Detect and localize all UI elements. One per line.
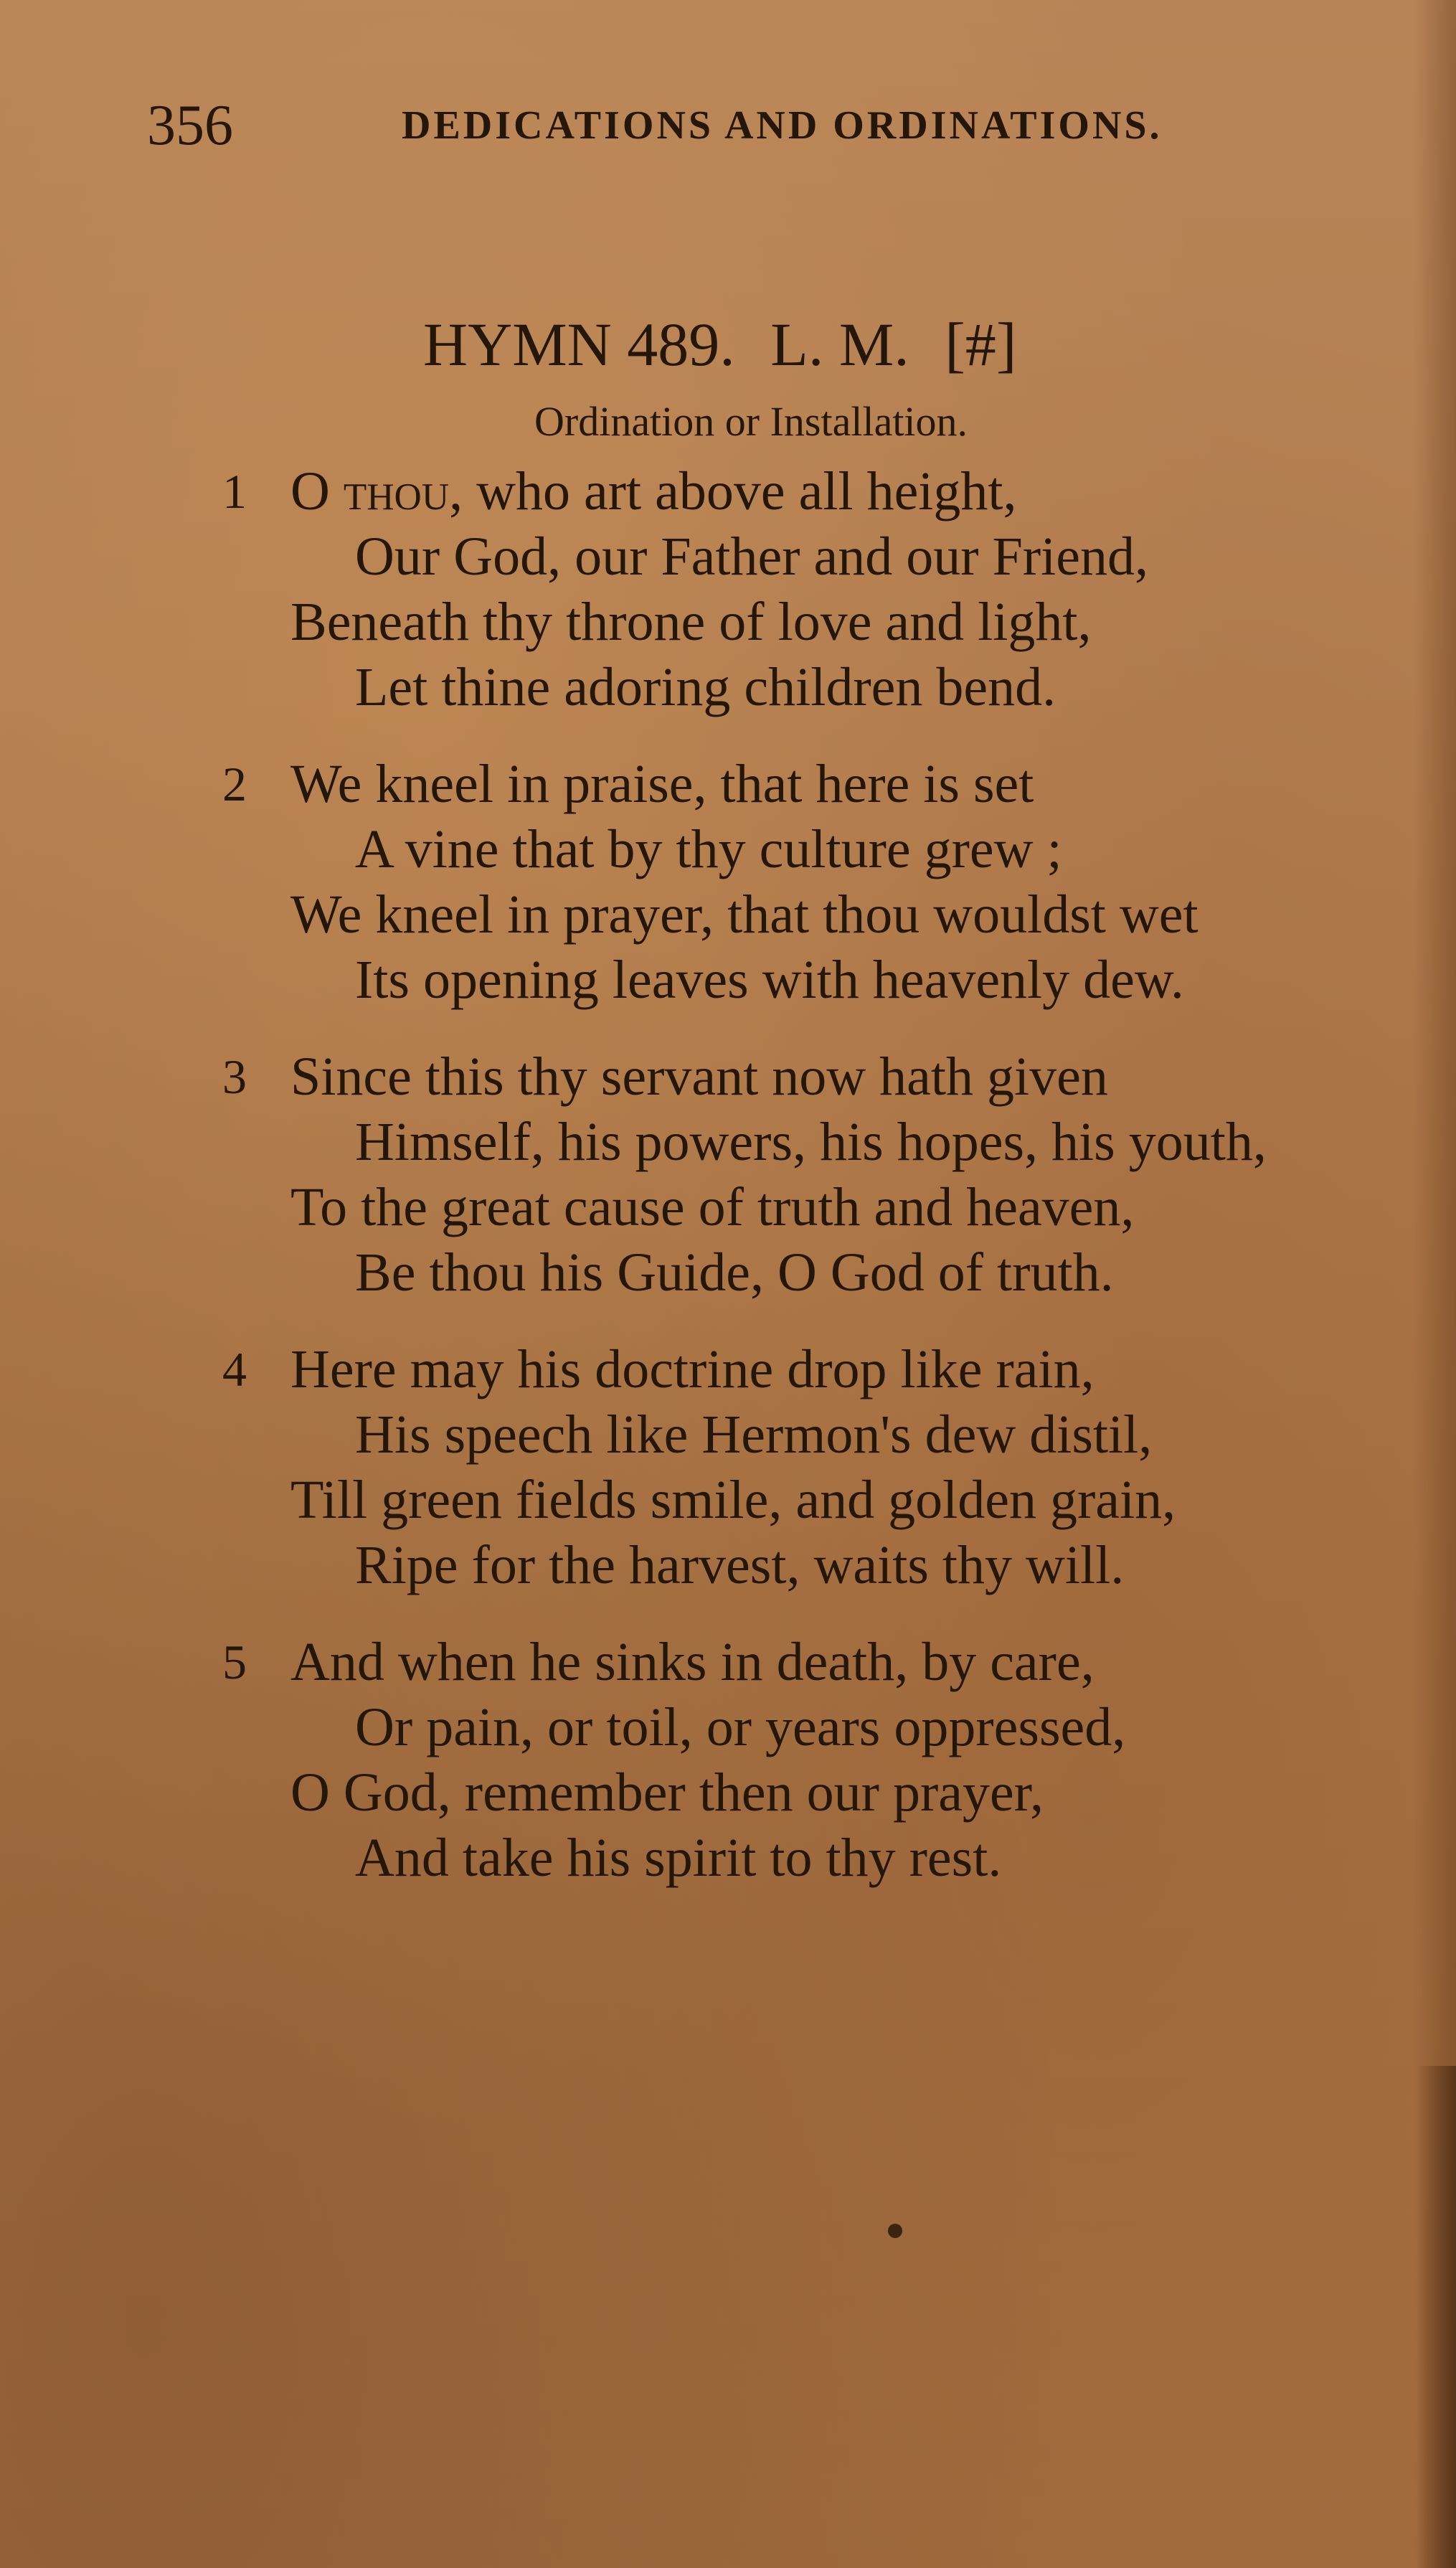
stanza-number: 1	[222, 464, 247, 519]
printer-mark	[888, 2224, 902, 2238]
verse-line: Beneath thy throne of love and light,	[290, 592, 1092, 652]
page-number: 356	[147, 94, 233, 157]
verse-line: Here may his doctrine drop like rain,	[290, 1339, 1095, 1399]
verse-line: A vine that by thy culture grew ;	[355, 819, 1062, 879]
verse-line: Since this thy servant now hath given	[290, 1047, 1108, 1107]
running-head	[147, 86, 1266, 165]
verse-line: Till green fields smile, and golden grain,	[290, 1470, 1176, 1530]
hymn-verses	[0, 459, 1456, 1922]
hymn-heading	[423, 305, 1284, 384]
hymn-occasion: Ordination or Installation.	[534, 398, 968, 445]
stanza-3	[0, 1044, 1456, 1306]
verse-line: O God, remember then our prayer,	[290, 1762, 1044, 1823]
hymn-mark: [#]	[945, 310, 1017, 379]
verse-line: And take his spirit to thy rest.	[355, 1828, 1002, 1888]
hymn-meter: L. M.	[770, 310, 909, 379]
stanza-number: 5	[222, 1635, 247, 1689]
verse-line: Or pain, or toil, or years oppressed,	[355, 1697, 1126, 1757]
verse-line: Be thou his Guide, O God of truth.	[355, 1242, 1114, 1303]
verse-line: We kneel in prayer, that thou wouldst wet	[290, 884, 1199, 945]
stanza-number: 3	[222, 1049, 247, 1104]
verse-line: His speech like Hermon's dew distil,	[355, 1405, 1153, 1465]
section-title: DEDICATIONS AND ORDINATIONS.	[402, 103, 1163, 148]
verse-line: To the great cause of truth and heaven,	[290, 1177, 1135, 1237]
verse-line: Its opening leaves with heavenly dew.	[355, 950, 1184, 1010]
stanza-4	[0, 1337, 1456, 1598]
verse-line: And when he sinks in death, by care,	[290, 1632, 1095, 1692]
stanza-1	[0, 459, 1456, 720]
page-edge-stain	[1417, 2066, 1456, 2568]
stanza-number: 2	[222, 757, 247, 811]
verse-line: Let thine adoring children bend.	[355, 657, 1056, 717]
stanza-number: 4	[222, 1342, 247, 1397]
stanza-5	[0, 1630, 1456, 1891]
verse-line: Himself, his powers, his hopes, his youth,	[355, 1112, 1267, 1172]
verse-line: O thou, who art above all height,	[290, 461, 1017, 521]
verse-line: Our God, our Father and our Friend,	[355, 527, 1149, 587]
verse-line: We kneel in praise, that here is set	[290, 754, 1034, 814]
hymn-number: HYMN 489.	[423, 310, 735, 379]
stanza-2	[0, 752, 1456, 1013]
verse-line: Ripe for the harvest, waits thy will.	[355, 1535, 1125, 1595]
